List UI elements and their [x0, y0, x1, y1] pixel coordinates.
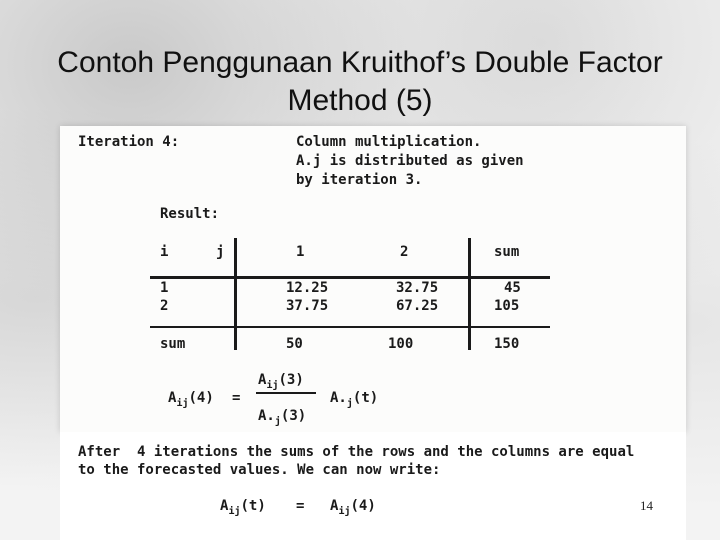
final-formula-rhs-symbol: A [330, 498, 339, 514]
table-left-divider [234, 238, 237, 350]
table-header-i: i [160, 244, 169, 260]
final-formula-lhs-subscript: ij [228, 506, 241, 517]
scanned-page [60, 126, 686, 432]
table-row-2-c2: 67.25 [396, 298, 439, 314]
formula-equals: = [232, 390, 241, 406]
result-label: Result: [160, 206, 220, 222]
formula-lhs [168, 390, 214, 409]
table-header-rule [150, 276, 550, 279]
table-right-divider [468, 238, 471, 350]
conclusion-line-1: After 4 iterations the sums of the rows and the columns are equal [78, 444, 635, 460]
table-row-1-c1: 12.25 [286, 280, 329, 296]
formula-fraction-bar [256, 392, 316, 394]
formula-numerator-subscript: ij [266, 380, 279, 391]
page-number: 14 [640, 498, 653, 513]
final-formula-lhs [220, 498, 266, 517]
formula-lhs-symbol: A [168, 390, 177, 406]
formula-denominator-argument: (3) [280, 408, 307, 424]
table-header-col2: 2 [400, 244, 409, 260]
formula-denominator-subscript: j [274, 416, 281, 427]
table-header-sum: sum [494, 244, 520, 260]
final-formula-rhs-subscript: ij [338, 506, 351, 517]
final-formula-equals: = [296, 498, 305, 514]
table-header-j: j [216, 244, 225, 260]
slide-title: Contoh Penggunaan Kruithof’s Double Factor Method (5) [57, 46, 663, 117]
formula-numerator-argument: (3) [278, 372, 304, 388]
formula-multiplier-subscript: j [346, 398, 353, 409]
table-row-2-i: 2 [160, 298, 169, 314]
table-sum-rule [150, 326, 550, 328]
description-line-1: Column multiplication. [296, 134, 482, 150]
table-sum-c2: 100 [388, 336, 414, 352]
table-sum-label: sum [160, 336, 186, 352]
formula-multiplier-argument: (t) [352, 390, 379, 406]
description-line-3: by iteration 3. [296, 172, 423, 188]
formula-lhs-argument: (4) [188, 390, 214, 406]
table-row-2-sum: 105 [494, 298, 520, 314]
table-row-1-c2: 32.75 [396, 280, 439, 296]
scanned-page-lower [60, 432, 686, 540]
table-header-col1: 1 [296, 244, 305, 260]
iteration-label: Iteration 4: [78, 134, 180, 150]
table-sum-total: 150 [494, 336, 520, 352]
formula-multiplier [330, 390, 379, 409]
formula-denominator [258, 408, 307, 427]
table-row-1-i: 1 [160, 280, 169, 296]
table-sum-c1: 50 [286, 336, 303, 352]
table-row-2-c1: 37.75 [286, 298, 329, 314]
description-line-2: A.j is distributed as given [296, 153, 524, 169]
formula-multiplier-symbol: A. [330, 390, 347, 406]
formula-lhs-subscript: ij [176, 398, 189, 409]
final-formula-lhs-symbol: A [220, 498, 229, 514]
final-formula-lhs-argument: (t) [240, 498, 266, 514]
final-formula-rhs [330, 498, 376, 517]
table-row-1-sum: 45 [504, 280, 521, 296]
formula-numerator-symbol: A [258, 372, 267, 388]
conclusion-line-2: to the forecasted values. We can now write: [78, 462, 441, 478]
final-formula-rhs-argument: (4) [350, 498, 376, 514]
formula-numerator [258, 372, 304, 391]
formula-denominator-symbol: A. [258, 408, 275, 424]
